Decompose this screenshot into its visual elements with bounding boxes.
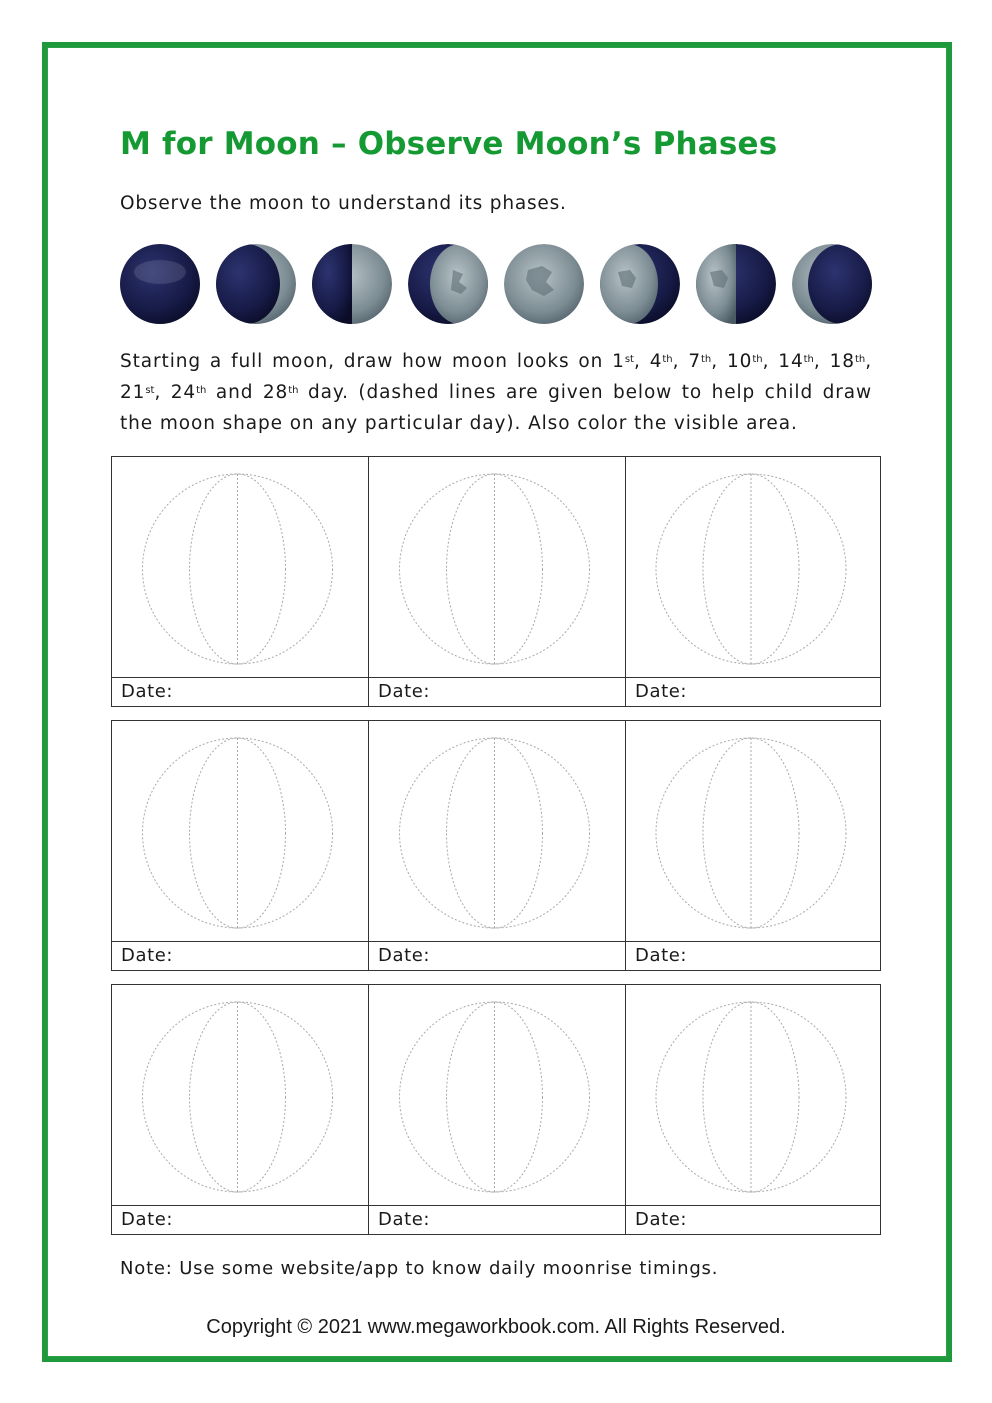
intro-text: Observe the moon to understand its phases. [120, 193, 567, 214]
dashed-moon-guide [112, 985, 369, 1207]
note-text: Note: Use some website/app to know daily moonrise timings. [120, 1258, 719, 1279]
drawing-row-1 [111, 456, 881, 707]
instructions-text: Starting a full moon, draw how moon looks on 1st, 4th, 7th, 10th, 14th, 18th, 21st, 24th and 28th day. (dashed lines are given below to help child draw the moon shape on any particular day). Also color the visible area. [120, 351, 872, 434]
day-suffix: th [752, 354, 763, 365]
day-suffix: st [624, 354, 634, 365]
date-label: Date: [626, 677, 880, 706]
date-label: Date: [112, 677, 368, 706]
drawing-box[interactable] [625, 984, 881, 1235]
dashed-moon-guide [626, 985, 882, 1207]
day-number: 14 [778, 351, 804, 372]
day-suffix: th [854, 354, 866, 365]
day-number: 21 [120, 382, 146, 403]
drawing-box[interactable] [368, 984, 626, 1235]
last-quarter-icon [312, 244, 392, 324]
dashed-moon-guide [369, 457, 626, 679]
dashed-moon-guide [369, 985, 626, 1207]
full-moon-icon [120, 244, 200, 324]
drawing-box[interactable] [625, 456, 881, 707]
drawing-row-2 [111, 720, 881, 971]
day-number: 10 [726, 351, 753, 372]
dashed-moon-guide [626, 457, 882, 679]
date-label: Date: [112, 941, 368, 970]
date-label: Date: [369, 1205, 625, 1234]
drawing-box[interactable] [111, 984, 369, 1235]
day-suffix: th [803, 354, 814, 365]
day-number: 4 [649, 351, 663, 372]
date-label: Date: [369, 677, 625, 706]
waning-gibbous-icon [212, 244, 296, 324]
dashed-moon-guide [626, 721, 882, 943]
copyright-text: Copyright © 2021 www.megaworkbook.com. All Rights Reserved. [206, 1316, 786, 1338]
day-suffix: th [196, 385, 207, 396]
dashed-moon-guide [369, 721, 626, 943]
drawing-box[interactable] [111, 720, 369, 971]
dashed-moon-guide [112, 721, 369, 943]
drawing-box[interactable] [111, 456, 369, 707]
new-moon-icon [504, 244, 584, 324]
dashed-moon-guide [112, 457, 369, 679]
first-quarter-icon [696, 244, 776, 324]
date-label: Date: [626, 941, 880, 970]
moon-phases-strip [118, 242, 878, 326]
day-number: 1 [612, 351, 625, 372]
day-suffix: th [662, 354, 673, 365]
waning-crescent-icon [408, 244, 490, 324]
drawing-box[interactable] [368, 456, 626, 707]
days-list: 1st, 4th, 7th, 10th, 14th, 18th, 21st, 24th and 28th [120, 351, 872, 403]
and-word: and [206, 382, 263, 403]
waxing-gibbous-icon [792, 244, 876, 324]
date-label: Date: [112, 1205, 368, 1234]
worksheet-title: M for Moon – Observe Moon’s Phases [120, 126, 778, 162]
drawing-box[interactable] [368, 720, 626, 971]
day-number: 28 [262, 382, 289, 403]
day-number: 7 [688, 351, 701, 372]
day-number: 24 [170, 382, 197, 403]
drawing-box[interactable] [625, 720, 881, 971]
day-suffix: th [701, 354, 712, 365]
waxing-crescent-icon [598, 244, 680, 324]
day-suffix: st [145, 385, 155, 396]
date-label: Date: [369, 941, 625, 970]
day-number: 18 [829, 351, 855, 372]
drawing-row-3 [111, 984, 881, 1235]
date-label: Date: [626, 1205, 880, 1234]
day-suffix: th [288, 385, 299, 396]
